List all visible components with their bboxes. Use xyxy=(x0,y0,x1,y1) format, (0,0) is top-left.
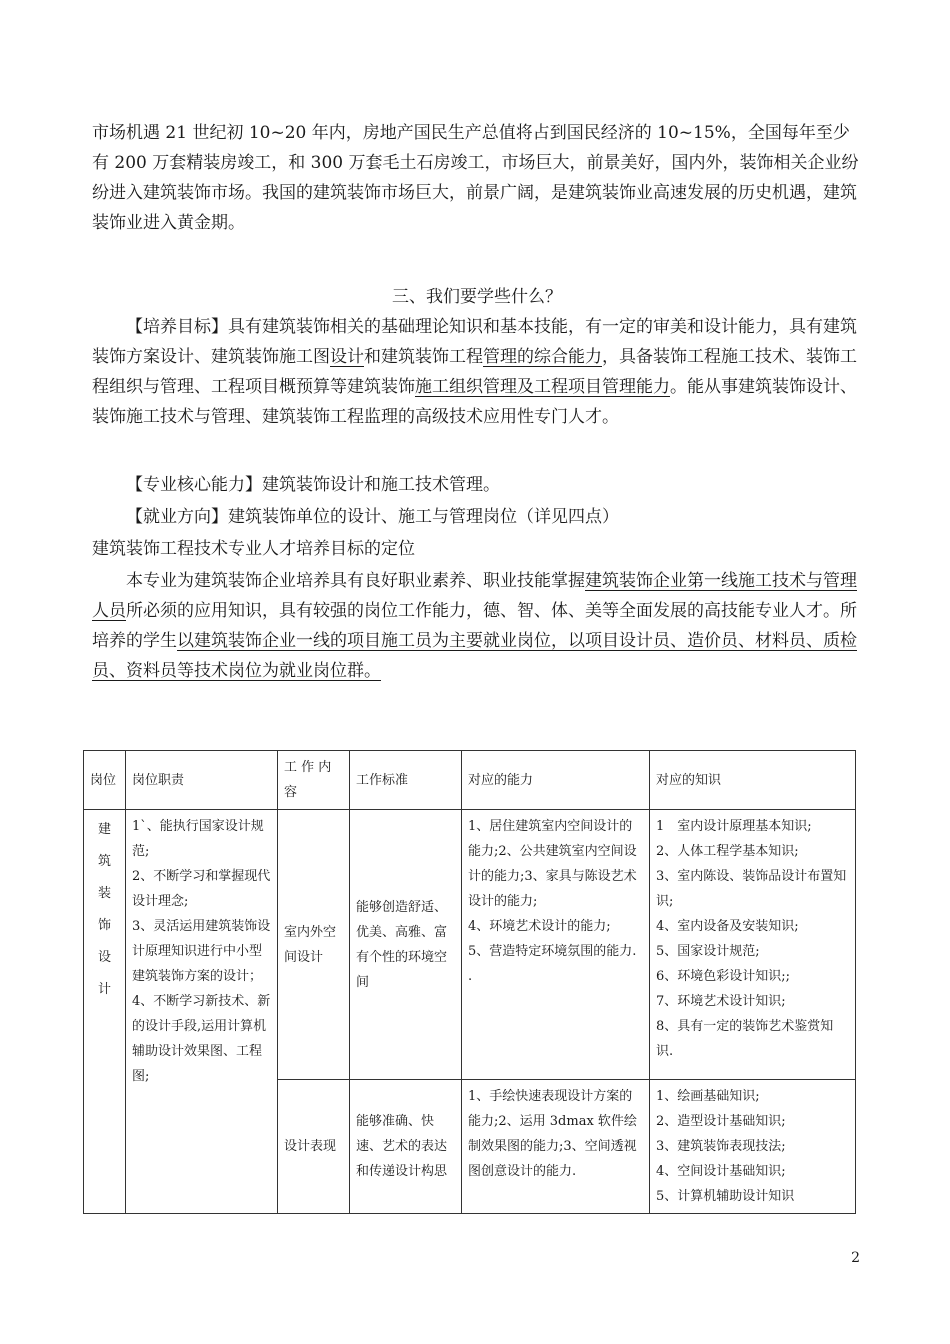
post-char: 饰 xyxy=(97,918,111,933)
content-cell: 设计表现 xyxy=(278,1080,350,1214)
table-row xyxy=(84,810,856,1080)
knowledge-cell: 1 室内设计原理基本知识; 2、人体工程学基本知识; 3、室内陈设、装饰品设计布置知识; 4、室内设备及安装知识; 5、国家设计规范; 6、环境色彩设计知识;; 7、环境艺术设计知识; 8、具有一定的装饰艺术鉴赏知识. xyxy=(650,810,856,1080)
job-table xyxy=(83,750,856,1214)
page-number: 2 xyxy=(851,1250,860,1266)
table-header-row xyxy=(84,751,856,810)
post-char: 计 xyxy=(97,982,111,997)
duties-cell: 1`、能执行国家设计规范; 2、不断学习和掌握现代设计理念; 3、灵活运用建筑装饰设计原理知识进行中小型建筑装饰方案的设计； 4、不断学习新技术、新的设计手段,运用计算机辅助设计效果图、工程图; xyxy=(126,810,278,1214)
pos-text-b: 所必须的应用知识，具有较强的岗位工作能力，德、智、体、美等全面发展的高技能专业人才。所培养的学生 xyxy=(92,601,857,651)
intro-paragraph: 市场机遇 21 世纪初 10~20 年内，房地产国民生产总值将占到国民经济的 10~15%，全国每年至少有 200 万套精装房竣工，和 300 万套毛土石房竣工，市场巨大，前景美好，国内外，装饰相关企业纷纷进入建筑装饰市场。我国的建筑装饰市场巨大，前景广阔，是建筑装饰业高速发展的历史机遇，建筑装饰业进入黄金期。 xyxy=(92,123,859,233)
pos-text-a: 本专业为建筑装饰企业培养具有良好职业素养、职业技能掌握 xyxy=(126,571,585,591)
post-char: 建 xyxy=(97,822,111,837)
goal-text-b: 和建筑装饰工程 xyxy=(364,347,483,367)
goal-underline-1: 设计 xyxy=(330,347,364,367)
header-content: 工 作 内 容 xyxy=(278,751,350,810)
post-cell xyxy=(84,810,126,1214)
header-post: 岗位 xyxy=(84,751,126,810)
post-char: 设 xyxy=(97,950,111,965)
standard-cell: 能够准确、快速、艺术的表达和传递设计构思 xyxy=(350,1080,462,1214)
standard-cell: 能够创造舒适、优美、高雅、富有个性的环境空间 xyxy=(350,810,462,1080)
post-char: 装 xyxy=(97,886,111,901)
goal-underline-3: 施工组织管理及工程项目管理能力 xyxy=(415,377,670,397)
header-duties: 岗位职责 xyxy=(126,751,278,810)
pos-underline-2: 以建筑装饰企业一线的项目施工员为主要就业岗位，以项目设计员、造价员、材料员、质检员、资料员等技术岗位为就业岗位群。 xyxy=(92,631,857,681)
section-heading: 三、我们要学些什么？ xyxy=(392,287,562,307)
pos-underline-1: 建筑装饰企业第一线施工技术与管理人员 xyxy=(92,571,857,621)
ability-cell: 1、居住建筑室内空间设计的能力;2、公共建筑室内空间设计的能力;3、家具与陈设艺术设计的能力; 4、环境艺术设计的能力; 5、营造特定环境氛围的能力. . xyxy=(462,810,650,1080)
goal-text-a: 【培养目标】具有建筑装饰相关的基础理论知识和基本技能，有一定的审美和设计能力，具有建筑装饰方案设计、建筑装饰施工图 xyxy=(92,317,857,367)
positioning-paragraph xyxy=(92,566,862,686)
content-cell: 室内外空间设计 xyxy=(278,810,350,1080)
positioning-title: 建筑装饰工程技术专业人才培养目标的定位 xyxy=(92,539,415,559)
header-knowledge: 对应的知识 xyxy=(650,751,856,810)
header-ability: 对应的能力 xyxy=(462,751,650,810)
goal-text-d: 。能从事建筑装饰设计、装饰施工技术与管理、建筑装饰工程监理的高级技术应用性专门人才。 xyxy=(92,377,857,427)
goal-underline-2: 管理的综合能力 xyxy=(483,347,602,367)
knowledge-cell: 1、绘画基础知识; 2、造型设计基础知识; 3、建筑装饰表现技法; 4、空间设计基础知识; 5、计算机辅助设计知识 xyxy=(650,1080,856,1214)
post-char: 筑 xyxy=(97,854,111,869)
header-standard: 工作标准 xyxy=(350,751,462,810)
training-goal-paragraph xyxy=(92,312,862,432)
employment-paragraph: 【就业方向】建筑装饰单位的设计、施工与管理岗位（详见四点） xyxy=(126,507,619,527)
ability-cell: 1、手绘快速表现设计方案的能力;2、运用 3dmax 软件绘制效果图的能力;3、空间透视图创意设计的能力. xyxy=(462,1080,650,1214)
goal-text-c: ，具备装饰工程施工技术、装饰工程组织与管理、工程项目概预算等建筑装饰 xyxy=(92,347,857,397)
core-ability-paragraph: 【专业核心能力】建筑装饰设计和施工技术管理。 xyxy=(126,475,500,495)
